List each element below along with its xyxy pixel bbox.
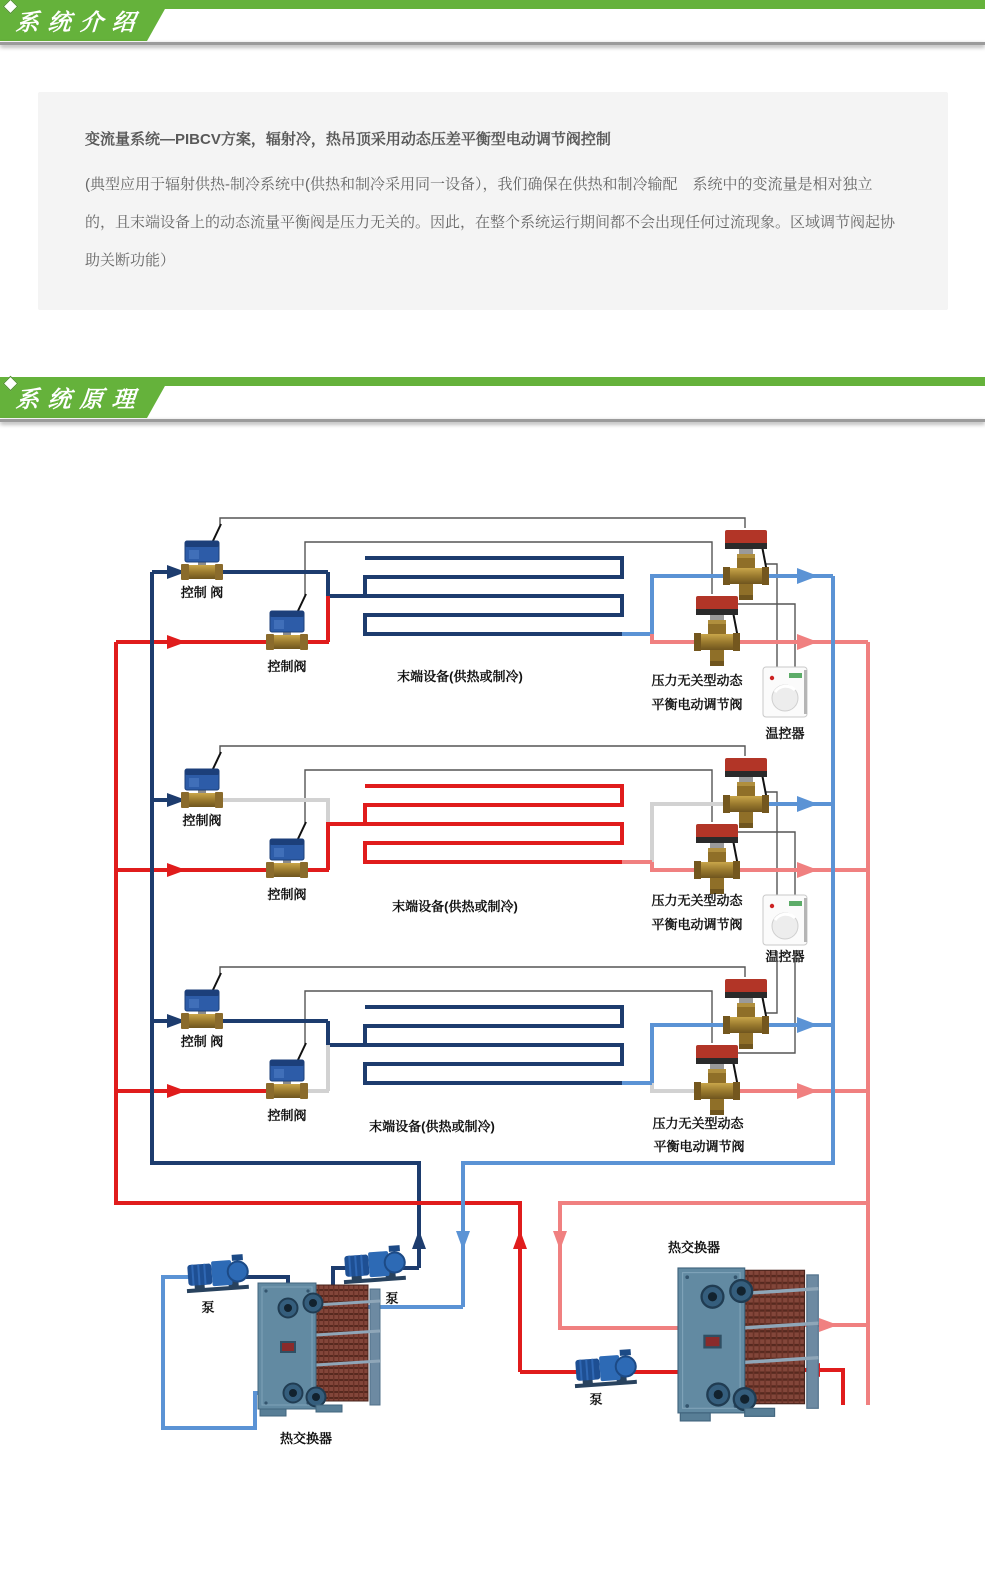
terminal-label: 末端设备(供热或制冷) [392, 899, 518, 914]
floor-unit-1 [116, 518, 868, 741]
control-valve-label: 控制阀 [267, 659, 307, 674]
pibcv-valve [694, 1045, 740, 1115]
floor-unit-2 [116, 746, 868, 964]
thermostat-wire [738, 832, 795, 895]
thermostat [763, 895, 807, 945]
pibcv-valve [723, 530, 769, 600]
flow-arrow-hot-return [797, 634, 818, 650]
terminal-label: 末端设备(供热或制冷) [369, 1119, 495, 1134]
flow-arrow-cold-return [797, 568, 818, 584]
pibcv-label: 压力无关型动态 [652, 1116, 744, 1131]
thermostat-label: 温控器 [765, 949, 805, 964]
pipe-hot-return [652, 634, 868, 642]
pump [573, 1349, 637, 1388]
riser-cold-supply [152, 572, 419, 1268]
flow-arrow-hot-supply [167, 635, 186, 649]
pump-label: 泵 [589, 1392, 603, 1407]
floor-unit-3 [116, 951, 868, 1154]
thermostat-wire [738, 604, 795, 667]
flow-arrow-cold-return [797, 1017, 818, 1033]
pibcv-label: 平衡电动调节阀 [653, 1139, 745, 1154]
control-valve-label: 控制 阀 [180, 585, 224, 600]
control-wire [220, 746, 745, 756]
flow-arrow-cold-return [797, 796, 818, 812]
pibcv-label: 压力无关型动态 [651, 673, 743, 688]
terminal-coil [365, 786, 622, 862]
pibcv-valve [694, 596, 740, 666]
control-valve-label: 控制 阀 [180, 1034, 224, 1049]
banner-divider [0, 419, 985, 422]
control-valve-label: 控制阀 [182, 813, 222, 828]
section-banner-principle [0, 377, 985, 423]
pibcv-label: 平衡电动调节阀 [651, 697, 743, 712]
pibcv-valve [723, 979, 769, 1049]
section-title: 系统原理 [14, 386, 145, 412]
flow-arrow-hot-supply [167, 1084, 186, 1098]
control-valve [181, 752, 223, 808]
control-valve [181, 524, 223, 580]
control-valve-label: 控制阀 [267, 887, 307, 902]
control-wire [220, 967, 745, 977]
flow-arrow-hot-return [797, 1083, 818, 1099]
control-valve [181, 973, 223, 1029]
flow-arrow-up-hot [513, 1230, 527, 1249]
section-banner-intro [0, 0, 985, 46]
pump [185, 1254, 249, 1293]
thermostat-label: 温控器 [765, 726, 805, 741]
intro-heading: 变流量系统—PIBCV方案，辐射冷，热吊顶采用动态压差平衡型电动调节阀控制 [85, 131, 611, 148]
heat-exchanger-label: 热交换器 [279, 1431, 333, 1446]
control-valve [266, 1043, 308, 1099]
heat-exchanger [678, 1268, 818, 1421]
flow-arrow-up-cold [412, 1230, 426, 1249]
heat-exchanger [258, 1283, 380, 1416]
control-valve [266, 594, 308, 650]
control-wire [220, 518, 745, 528]
control-valve [266, 822, 308, 878]
flow-arrow-down-cold [456, 1231, 470, 1250]
terminal-label: 末端设备(供热或制冷) [397, 669, 523, 684]
flow-arrow-down-hot [553, 1231, 567, 1250]
system-schematic [0, 430, 985, 1577]
flow-arrow-hot-return [797, 862, 818, 878]
intro-paragraph: (典型应用于辐射供热-制冷系统中(供热和制冷采用同一设备），我们确保在供热和制冷输配 系统中的变流量是相对独立的，且末端设备上的动态流量平衡阀是压力无关的。因此，在整个系统运行期间都不会出现任何过流现象。区域调节阀起协助关断功能） [85, 176, 896, 269]
terminal-coil [365, 1007, 622, 1083]
control-valve-label: 控制阀 [267, 1108, 307, 1123]
pibcv-label: 压力无关型动态 [651, 893, 743, 908]
pump-label: 泵 [385, 1291, 399, 1306]
pump [342, 1245, 406, 1284]
section-title: 系统介绍 [14, 9, 145, 35]
pump-label: 泵 [201, 1300, 215, 1315]
flow-arrow-right-hot [819, 1318, 838, 1332]
intro-box [38, 92, 948, 310]
banner-divider [0, 42, 985, 45]
thermostat [763, 667, 807, 717]
pibcv-label: 平衡电动调节阀 [651, 917, 743, 932]
flow-arrow-hot-supply [167, 863, 186, 877]
pibcv-valve [723, 758, 769, 828]
heat-exchanger-label: 热交换器 [667, 1240, 721, 1255]
terminal-coil [365, 558, 622, 634]
pibcv-valve [694, 824, 740, 894]
